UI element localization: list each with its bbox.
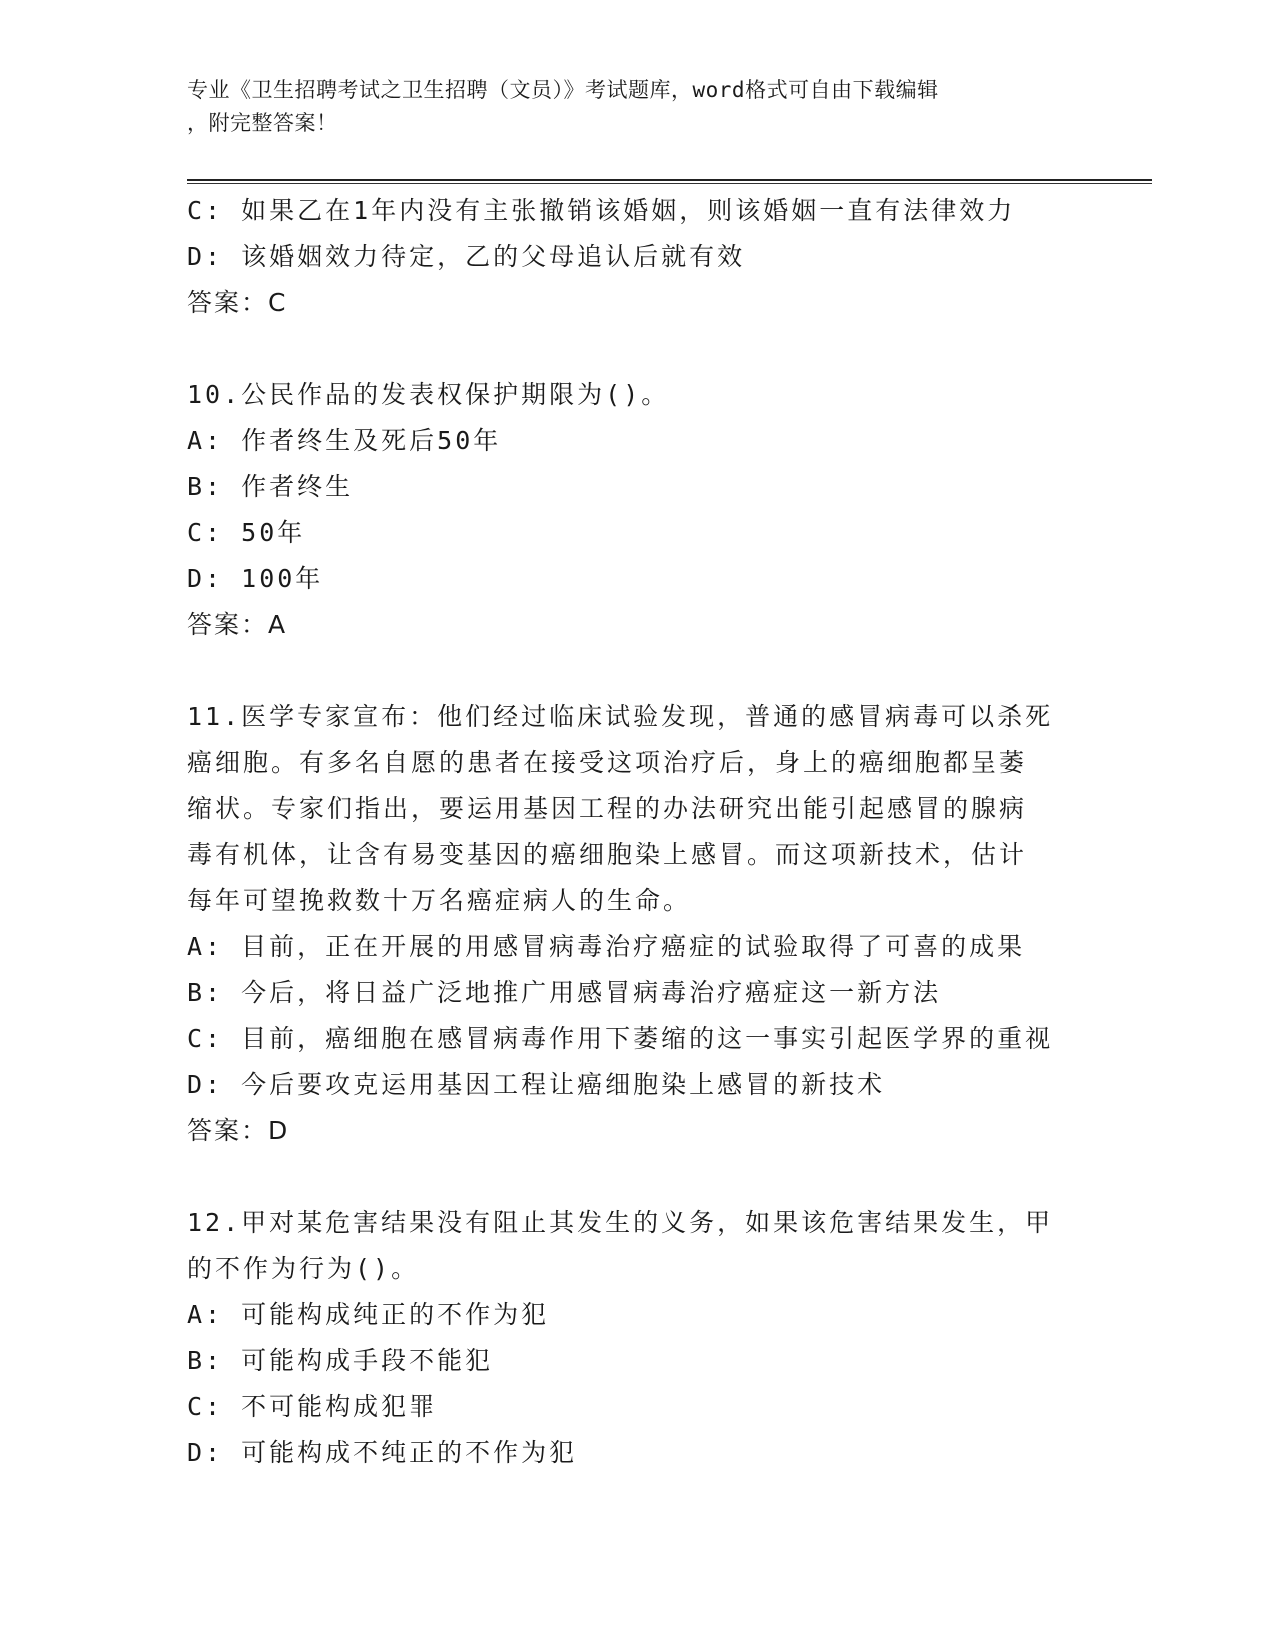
option-c: C: 不可能构成犯罪 (187, 1392, 438, 1421)
question-stem-line: 11.医学专家宣布：他们经过临床试验发现，普通的感冒病毒可以杀死 (187, 702, 1054, 731)
option-a: A: 作者终生及死后50年 (187, 426, 502, 455)
header-line-2: ，附完整答案！ (187, 111, 338, 135)
question-stem-line: 12.甲对某危害结果没有阻止其发生的义务，如果该危害结果发生，甲 (187, 1208, 1054, 1237)
question-11 (187, 694, 1087, 1154)
option-a: A: 可能构成纯正的不作为犯 (187, 1300, 550, 1329)
option-d: D: 100年 (187, 564, 324, 593)
question-10 (187, 372, 1087, 648)
answer-line: 答案：C (187, 288, 288, 317)
option-d: D: 可能构成不纯正的不作为犯 (187, 1438, 578, 1467)
question-stem-line: 毒有机体，让含有易变基因的癌细胞染上感冒。而这项新技术，估计 (187, 840, 1028, 869)
option-c: C: 50年 (187, 518, 306, 547)
option-a: A: 目前，正在开展的用感冒病毒治疗癌症的试验取得了可喜的成果 (187, 932, 1026, 961)
answer-line: 答案：D (187, 1116, 290, 1145)
option-b: B: 今后，将日益广泛地推广用感冒病毒治疗癌症这一新方法 (187, 978, 942, 1007)
question-list (187, 188, 1087, 1476)
option-c: C: 目前，癌细胞在感冒病毒作用下萎缩的这一事实引起医学界的重视 (187, 1024, 1054, 1053)
header-rule-thin (187, 183, 1152, 184)
question-12 (187, 1200, 1087, 1476)
header-rule-thick (187, 179, 1152, 181)
question-stem-line: 缩状。专家们指出，要运用基因工程的办法研究出能引起感冒的腺病 (187, 794, 1028, 823)
document-header (187, 74, 1067, 140)
question-9-tail (187, 188, 1087, 326)
option-b: B: 可能构成手段不能犯 (187, 1346, 494, 1375)
answer-line: 答案：A (187, 610, 288, 639)
header-line-1: 专业《卫生招聘考试之卫生招聘（文员）》考试题库，word格式可自由下载编辑 (187, 78, 939, 102)
option-c: C: 如果乙在1年内没有主张撤销该婚姻，则该婚姻一直有法律效力 (187, 196, 1016, 225)
spacer (187, 648, 1087, 694)
question-stem: 10.公民作品的发表权保护期限为()。 (187, 380, 670, 409)
question-stem-line: 每年可望挽救数十万名癌症病人的生命。 (187, 886, 692, 915)
question-stem-line: 癌细胞。有多名自愿的患者在接受这项治疗后，身上的癌细胞都呈萎 (187, 748, 1028, 777)
spacer (187, 1154, 1087, 1200)
question-stem-line: 的不作为行为()。 (187, 1254, 420, 1283)
option-b: B: 作者终生 (187, 472, 354, 501)
option-d: D: 今后要攻克运用基因工程让癌细胞染上感冒的新技术 (187, 1070, 886, 1099)
option-d: D: 该婚姻效力待定，乙的父母追认后就有效 (187, 242, 746, 271)
spacer (187, 326, 1087, 372)
